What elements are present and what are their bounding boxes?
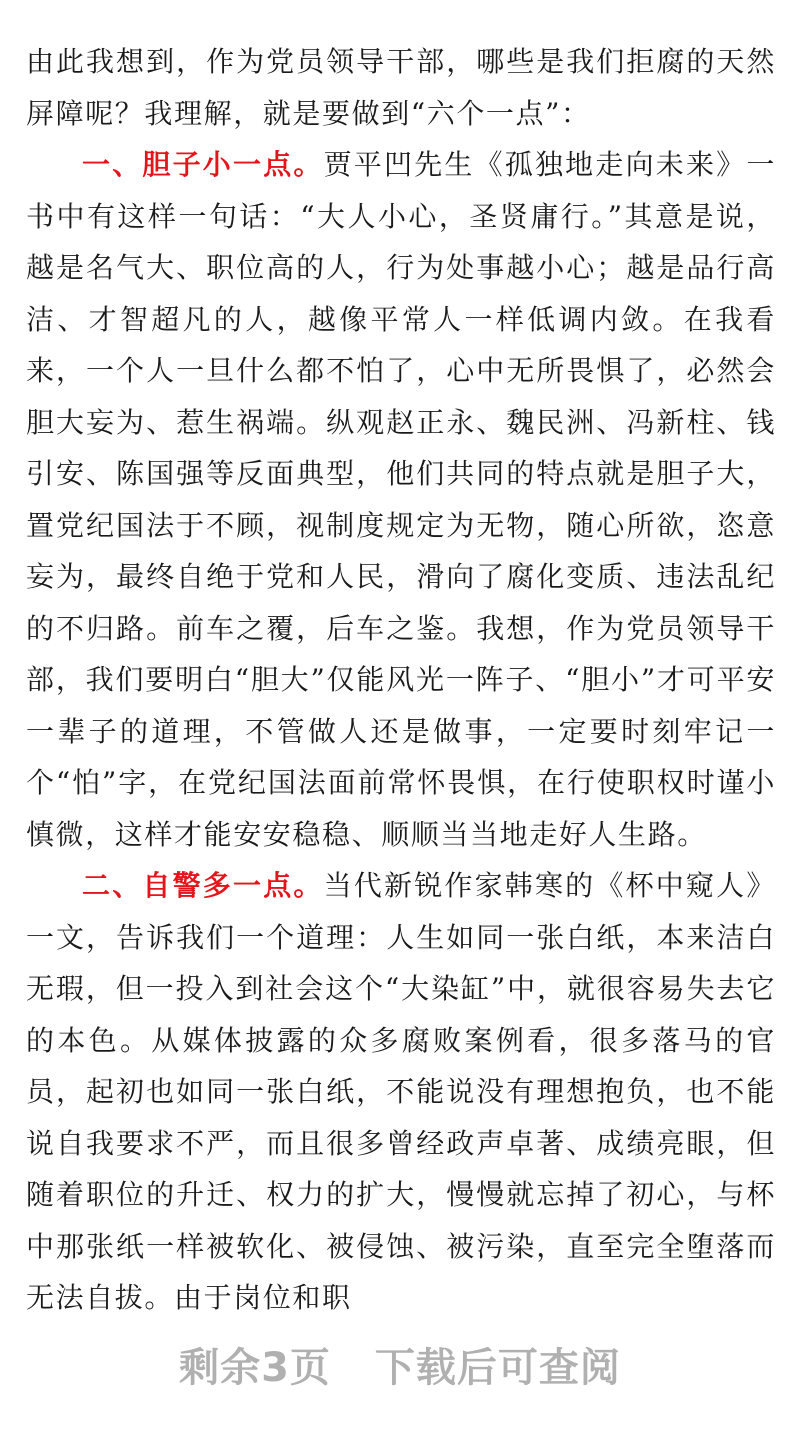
section-2-paragraph xyxy=(26,860,776,1324)
intro-paragraph: 由此我想到，作为党员领导干部，哪些是我们拒腐的天然屏障呢？我理解，就是要做到“六个一点”： xyxy=(26,45,776,130)
section-2-body: 当代新锐作家韩寒的《杯中窥人》一文，告诉我们一个道理：人生如同一张白纸，本来洁白无瑕，但一投入到社会这个“大染缸”中，就很容易失去它的本色。从媒体披露的众多腐败案例看，很多落马的官员，起初也如同一张白纸，不能说没有理想抱负，也不能说自我要求不严，而且很多曾经政声卓著、成绩亮眼，但随着职位的升迁、权力的扩大，慢慢就忘掉了初心，与杯中那张纸一样被软化、被侵蚀、被污染，直至完全堕落而无法自拔。由于岗位和职 xyxy=(26,869,776,1314)
remaining-pages-text: 剩余3页 xyxy=(179,1345,331,1391)
document-body xyxy=(26,36,776,1324)
download-to-view-text: 下载后可查阅 xyxy=(374,1345,621,1391)
download-prompt[interactable] xyxy=(0,1336,800,1396)
section-1-paragraph xyxy=(26,139,776,860)
section-1-heading: 一、胆子小一点。 xyxy=(82,148,324,181)
section-1-body: 贾平凹先生《孤独地走向未来》一书中有这样一句话：“大人小心，圣贤庸行。”其意是说，越是名气大、职位高的人，行为处事越小心；越是品行高洁、才智超凡的人，越像平常人一样低调内敛。在我看来，一个人一旦什么都不怕了，心中无所畏惧了，必然会胆大妄为、惹生祸端。纵观赵正永、魏民洲、冯新柱、钱引安、陈国强等反面典型，他们共同的特点就是胆子大，置党纪国法于不顾，视制度规定为无物，随心所欲，恣意妄为，最终自绝于党和人民，滑向了腐化变质、违法乱纪的不归路。前车之覆，后车之鉴。我想，作为党员领导干部，我们要明白“胆大”仅能风光一阵子、“胆小”才可平安一辈子的道理，不管做人还是做事，一定要时刻牢记一个“怕”字，在党纪国法面前常怀畏惧，在行使职权时谨小慎微，这样才能安安稳稳、顺顺当当地走好人生路。 xyxy=(26,148,776,851)
section-2-heading: 二、自警多一点。 xyxy=(82,869,324,902)
